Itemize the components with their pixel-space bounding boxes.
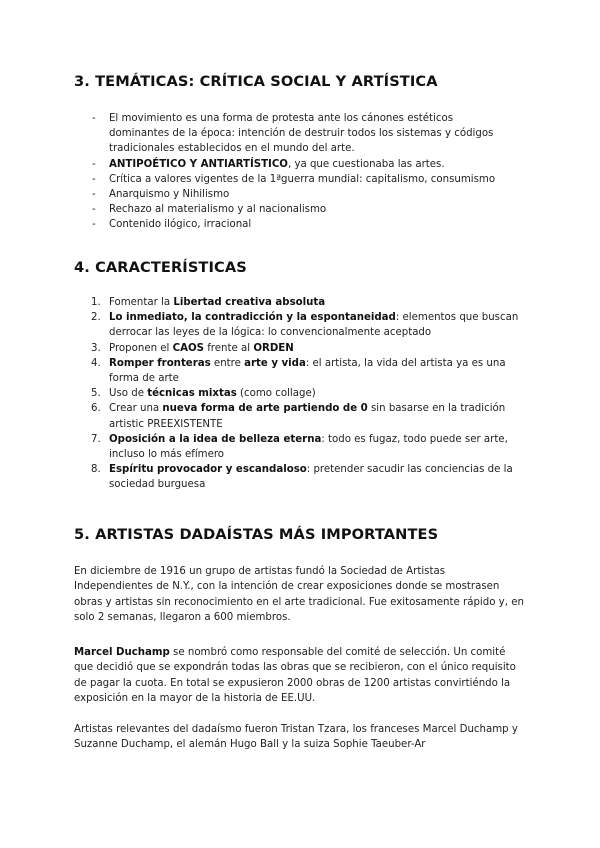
list-item bbox=[0, 111, 509, 157]
list-item-bold: arte y vida bbox=[244, 357, 306, 369]
list-item-text: (como collage) bbox=[236, 388, 316, 400]
section-5-heading: 5. ARTISTAS DADAÍSTAS MÁS IMPORTANTES bbox=[74, 526, 439, 543]
list-item-bold: Libertad creativa absoluta bbox=[173, 297, 326, 308]
list-item-text: Uso de bbox=[109, 388, 148, 400]
list-marker: - bbox=[92, 189, 96, 201]
list-item-text: : el artista, la vida del artista ya es una forma de arte bbox=[109, 357, 506, 385]
list-item-text: frente al bbox=[203, 342, 254, 354]
list-item-bold: CAOS bbox=[172, 342, 204, 354]
list-item-text: entre bbox=[210, 357, 245, 369]
list-item bbox=[0, 432, 521, 462]
list-number: 3. bbox=[91, 342, 101, 354]
section-4-heading: 4. CARACTERÍSTICAS bbox=[74, 259, 247, 276]
list-item-text: Anarquismo y Nihilismo bbox=[109, 189, 230, 201]
list-item bbox=[0, 157, 509, 172]
list-number: 7. bbox=[91, 433, 101, 445]
list-item-text: , ya que cuestionaba las artes. bbox=[287, 158, 445, 170]
list-item-bold: ORDEN bbox=[253, 342, 294, 354]
list-marker: - bbox=[92, 158, 96, 170]
list-item bbox=[0, 202, 509, 217]
list-marker: - bbox=[92, 204, 96, 216]
list-item-bold: Oposición a la idea de belleza eterna bbox=[109, 433, 322, 445]
paragraph-bold: Marcel Duchamp bbox=[74, 647, 170, 658]
list-item bbox=[0, 187, 509, 202]
list-item-text: Contenido ilógico, irracional bbox=[109, 219, 252, 231]
list-marker: - bbox=[92, 113, 96, 124]
list-item-bold: nueva forma de arte partiendo de 0 bbox=[162, 403, 368, 415]
list-item-text: : elementos que buscan derrocar las leyes de la lógica: lo convencionalmente aceptado bbox=[109, 312, 519, 339]
list-item bbox=[0, 341, 521, 356]
list-number: 5. bbox=[91, 388, 101, 400]
list-item-bold: Lo inmediato, la contradicción y la espontaneidad bbox=[109, 312, 396, 324]
list-item bbox=[0, 295, 521, 310]
paragraph-duchamp bbox=[74, 645, 526, 706]
list-item-bold: Romper fronteras bbox=[109, 357, 211, 369]
list-item-bold: Espíritu provocador y escandaloso bbox=[109, 464, 307, 476]
section-3-list bbox=[0, 111, 509, 233]
section-4-list bbox=[0, 295, 521, 493]
list-number: 4. bbox=[91, 357, 101, 369]
list-item-text: Crítica a valores vigentes de la 1ªguerra mundial: capitalismo, consumismo bbox=[109, 173, 496, 185]
list-item bbox=[0, 462, 521, 492]
list-item bbox=[0, 310, 521, 340]
list-item-bold: técnicas mixtas bbox=[147, 388, 237, 400]
list-item bbox=[0, 401, 521, 431]
list-item bbox=[0, 356, 521, 386]
list-item-text: sin basarse en la tradición artistic PREEXISTENTE bbox=[109, 403, 506, 430]
list-number: 1. bbox=[91, 297, 101, 308]
list-number: 6. bbox=[91, 403, 101, 415]
list-number: 2. bbox=[91, 312, 101, 324]
section-3-heading: 3. TEMÁTICAS: CRÍTICA SOCIAL Y ARTÍSTICA bbox=[74, 73, 438, 90]
list-item-text: Proponen el bbox=[109, 342, 173, 354]
list-item-text: Rechazo al materialismo y al nacionalismo bbox=[109, 204, 327, 216]
paragraph-text: se nombró como responsable del comité de selección. Un comité que decidió que se expondrán todas las obras que se recibieron, con el único requisito de pagar la cuota. En total se expusieron 2000 obras de 1200 artistas convirtiéndo la exposición en la mayor de la historia de EE.UU. bbox=[74, 647, 516, 704]
list-item-text: Fomentar la bbox=[109, 297, 174, 308]
paragraph-founding: En diciembre de 1916 un grupo de artistas fundó la Sociedad de Artistas Independientes de N.Y., con la intención de crear exposiciones donde se mostrasen obras y artistas sin reconocimiento en el arte tradicional. Fue exitosamente rápido y, en solo 2 semanas, llegaron a 600 miembros. bbox=[74, 566, 524, 623]
list-item bbox=[0, 217, 509, 232]
list-item bbox=[0, 386, 521, 401]
paragraph-artists: Artistas relevantes del dadaísmo fueron Tristan Tzara, los franceses Marcel Duchamp y Suzanne Duchamp, el alemán Hugo Ball y la suiza Sophie Taeuber-Ar bbox=[74, 724, 518, 751]
list-item bbox=[0, 172, 509, 187]
list-marker: - bbox=[92, 219, 96, 231]
list-item-text: Crear una bbox=[109, 403, 163, 415]
list-item-text: : todo es fugaz, todo puede ser arte, incluso lo más efímero bbox=[109, 433, 508, 461]
list-number: 8. bbox=[91, 464, 101, 476]
list-item-bold: ANTIPOÉTICO Y ANTIARTÍSTICO bbox=[109, 158, 288, 170]
list-item-text: : pretender sacudir las conciencias de la sociedad burguesa bbox=[109, 464, 513, 491]
list-item-text: El movimiento es una forma de protesta ante los cánones estéticos dominantes de la época: intención de destruir todos los sistemas y códigos tradicionales establecidos en el mundo del arte. bbox=[109, 113, 494, 155]
list-marker: - bbox=[92, 173, 96, 185]
